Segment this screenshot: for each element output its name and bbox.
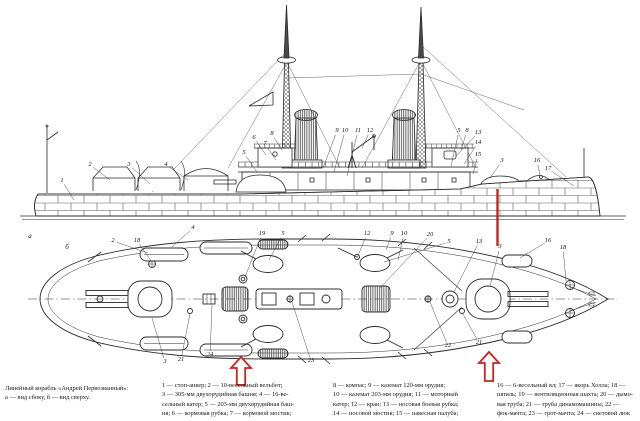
side-view-callout-5: 5: [457, 126, 461, 134]
side-view-callout-3: 3: [500, 156, 504, 164]
plan-view-callout-3: 3: [163, 357, 167, 365]
legend-caption-line: а — вид сбоку, б — вид сверху.: [5, 394, 90, 402]
red-up-arrow-2: [479, 352, 499, 381]
legend-item-line: шпиль; 19 — вентиляционная шахта; 20 — дымо-: [497, 391, 633, 399]
aft-bridge: [254, 144, 296, 167]
aft-lattice-mast: [249, 5, 296, 168]
side-view-callout-16: 16: [533, 156, 541, 164]
legend-item-line: 1 — стоп-анкер; 2 — 10-весельный вельбот;: [162, 382, 283, 389]
side-view-callout-1: 1: [60, 176, 64, 184]
plan-view-callout-13: 13: [475, 237, 483, 245]
side-view-callout-12: 12: [366, 126, 374, 134]
view-label-б: б: [65, 243, 69, 251]
plan-view-callout-2: 2: [111, 236, 115, 244]
plan-view-callout-24: 24: [206, 350, 214, 358]
legend-item-line: фок-мачта; 23 — грот-мачта; 24 — световой люк: [497, 409, 630, 417]
legend-item-line: сельный катер; 5 — 203-мм двухорудийная баш-: [162, 400, 295, 408]
plan-view-callout-12: 12: [363, 229, 371, 237]
legend-item-line: 8 — компас; 9 — каземат 120-мм орудия;: [333, 382, 446, 389]
legend-item-line: катер; 12 — кран; 13 — носовая боевая рубка;: [333, 400, 459, 408]
aft-funnel: [290, 110, 322, 169]
plan-view-callout-21: 21: [475, 338, 483, 346]
plan-view-callout-5: 5: [281, 229, 285, 237]
plan-view-callout-10: 10: [400, 229, 408, 237]
side-view-callout-13: 13: [474, 128, 482, 136]
side-view-callout-2: 2: [88, 160, 92, 168]
legend-item-line: 10 — каземат 203-мм орудия; 11 — моторный: [333, 391, 458, 399]
legend-column-1: [162, 381, 328, 418]
side-view-callout-8: 8: [465, 126, 469, 134]
side-view-callout-11: 11: [354, 126, 362, 134]
legend-column-3: [497, 381, 639, 418]
legend: [0, 381, 640, 421]
side-view-callout-10: 10: [341, 126, 349, 134]
side-view-callout-6: 6: [252, 133, 256, 141]
plan-view-callout-23: 23: [307, 356, 315, 364]
legend-caption-line: Линейный корабль «Андрей Первозванный»:: [5, 385, 129, 392]
legend-item-line: 14 — носовой мостик; 15 — навесная палуба;: [333, 409, 459, 417]
fore-funnel: [388, 110, 420, 169]
plan-view-callout-19: 19: [258, 229, 266, 237]
plan-view-callout-22: 22: [444, 341, 452, 349]
plan-view-callout-18: 18: [559, 243, 567, 251]
plan-view-callout-18: 18: [133, 236, 141, 244]
plan-view-callout-5: 5: [447, 237, 451, 245]
plan-view-callout-9: 9: [390, 229, 394, 237]
side-view-callout-15: 15: [474, 150, 482, 158]
plan-view-callout-21: 21: [177, 355, 185, 363]
plan-view-callout-20: 20: [426, 230, 434, 238]
side-view-callout-8: 8: [270, 129, 274, 137]
side-view-callout-9: 9: [335, 126, 339, 134]
side-view-callout-14: 14: [474, 138, 482, 146]
legend-item-line: ня; 6 — кормовая рубка; 7 — кормовой мостик;: [162, 409, 292, 417]
side-view-callout-5: 5: [242, 148, 246, 156]
plan-view-callout-4: 4: [191, 223, 195, 231]
plan-view-callout-3: 3: [498, 242, 502, 250]
legend-item-line: 16 — 6-весельный ял; 17 — якорь Холла; 18 —: [497, 382, 626, 389]
legend-item-line: вая труба; 21 — труба динамомашины; 22 —: [497, 400, 620, 408]
plan-view-callout-16: 16: [544, 236, 552, 244]
legend-item-line: 3 — 305-мм двухорудийная башня; 4 — 16-ве-: [162, 391, 289, 399]
side-view-callout-7: 7: [263, 139, 267, 147]
legend-column-2: [333, 381, 493, 418]
view-label-а: а: [28, 232, 32, 240]
side-view-drawing: [20, 5, 626, 220]
fore-bridge: [426, 144, 474, 167]
side-view-callout-3: 3: [127, 160, 131, 168]
legend-caption: [5, 381, 157, 403]
side-view-callout-17: 17: [544, 164, 552, 172]
aft-deck-boats: [93, 161, 228, 191]
side-view-callout-4: 4: [164, 160, 168, 168]
